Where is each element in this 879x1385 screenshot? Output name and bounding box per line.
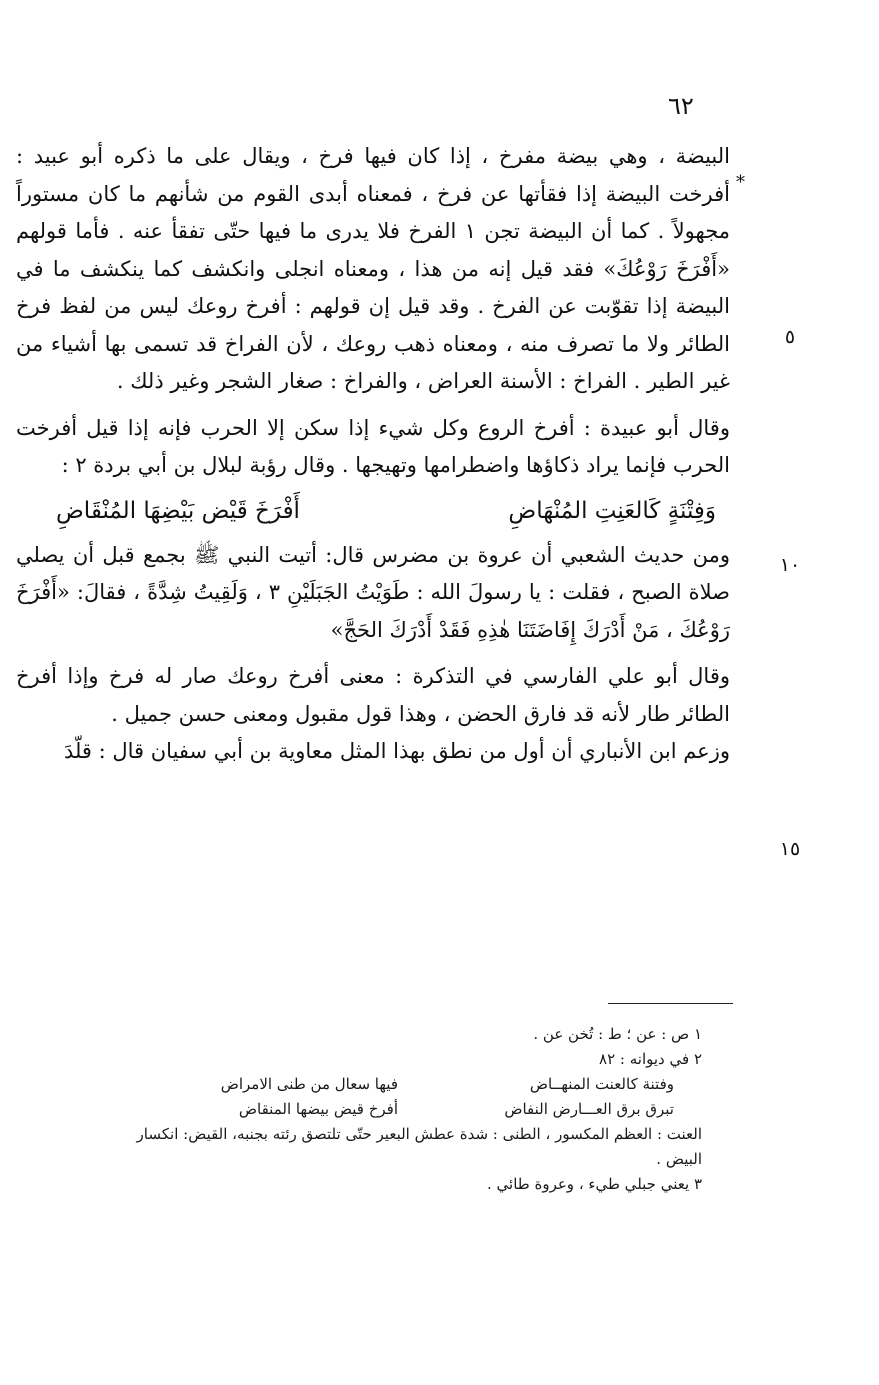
- main-text: [16, 138, 730, 771]
- paragraph: وزعم ابن الأنباري أن أول من نطق بهذا المثل معاوية بن أبي سفيان قال : قلّدَ: [63, 739, 730, 763]
- footnotes: [16, 1022, 702, 1197]
- line-number-15: ١٥: [779, 838, 801, 860]
- footnote-verse-2: [16, 1097, 702, 1122]
- footnote-verse-hemistich: أفرخ قيض بيضها المنقاض: [238, 1100, 398, 1118]
- footnote-gloss-continued: البيض .: [656, 1150, 702, 1168]
- verse-line: [56, 487, 716, 535]
- line-number-5: ٥: [784, 326, 796, 348]
- footnote-3: ٣ يعني جبلي طيء ، وعروة طائي .: [486, 1175, 702, 1193]
- verse-second-hemistich: أَفْرَخَ قَيْض بَيْضِهَا المُنْقَاضِ: [56, 497, 300, 524]
- footnote-verse-hemistich: تبرق برق العـــارض النفاض: [504, 1100, 674, 1118]
- paragraph: البيضة ، وهي بيضة مفرخ ، إذا كان فيها فرخ ، ويقال على ما ذكره أبو عبيد : أفرخت البيضة إذا فقأتها عن فرخ ، فمعناه أبدى القوم من شأنهم ما كان مستوراً مجهولاً . كما أن البيضة تجن ١ الفرخ فلا يدرى ما فيها حتّى تفقأ عنه . فأما قولهم «أَفْرَخَ رَوْعُكَ» فقد قيل إنه من هذا ، ومعناه انجلى وانكشف كما ينكشف ما في البيضة إذا تقوّبت عن الفرخ . وقد قيل إن قولهم : أفرخ روعك ليس من لفظ فرخ الطائر ولا ما تصرف منه ، ومعناه ذهب روعك ، لأن الفراخ قد تسمى بها أشياء من غير الطير . الفراخ : الأسنة العراض ، والفراخ : صغار الشجر وغير ذلك .: [16, 144, 730, 393]
- asterisk-marker: *: [736, 172, 745, 193]
- paragraph: ومن حديث الشعبي أن عروة بن مضرس قال: أتيت النبي ﷺ بجمع قبل أن يصلي صلاة الصبح ، فقلت : يا رسولَ الله : طَوَيْتُ الجَبَلَيْنِ ٣ ، وَلَقِيتُ شِدَّةً ، فقالَ: «أَفْرَخَ رَوْعُكَ ، مَنْ أَدْرَكَ إِفَاضَتَنَا هٰذِهِ فَقَدْ أَدْرَكَ الحَجَّ»: [16, 542, 731, 642]
- paragraph: وقال أبو علي الفارسي في التذكرة : معنى أفرخ روعك صار له فرخ وإذا أفرخ الطائر طار لأنه قد فارق الحضن ، وهذا قول مقبول ومعنى حسن جميل .: [16, 664, 730, 726]
- footnote-verse-hemistich: وفتنة كالعنت المنهــاض: [529, 1075, 674, 1093]
- footnote-verse-1: [16, 1072, 702, 1097]
- paragraph: وقال أبو عبيدة : أفرخ الروع وكل شيء إذا سكن إلا الحرب فإنه إذا قيل أفرخت الحرب فإنما يراد ذكاؤها واضطرامها وتهيجها . وقال رؤبة لبلال بن أبي بردة ٢ :: [16, 415, 730, 477]
- footnote-gloss: العنت : العظم المكسور ، الطنى : شدة عطش البعير حتّى تلتصق رئته بجنبه، القيض: انكسار: [136, 1125, 702, 1143]
- footnote-2: ٢ في ديوانه : ٨٢: [599, 1050, 702, 1068]
- footnote-verse-hemistich: فيها سعال من طنى الامراض: [220, 1075, 398, 1093]
- line-number-10: ١٠: [779, 554, 801, 576]
- footnote-1: ١ ص : عن ؛ ط : تُخن عن .: [533, 1025, 702, 1043]
- page-number: ٦٢: [668, 92, 694, 120]
- footnote-separator: [608, 1003, 733, 1004]
- verse-first-hemistich: وَفِتْنَةٍ كَالعَنِتِ المُنْهَاضِ: [508, 497, 716, 524]
